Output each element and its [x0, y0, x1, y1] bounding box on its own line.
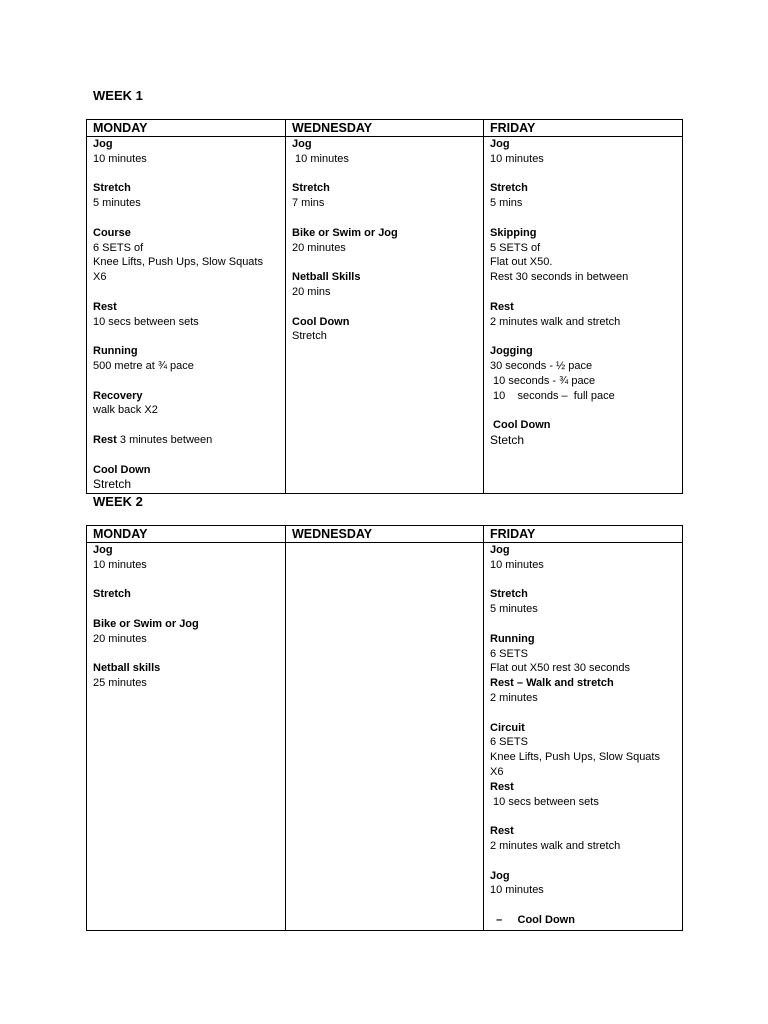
- activity-label: Jog: [292, 138, 312, 150]
- activity-detail: 10 minutes: [490, 884, 544, 897]
- activity-label: Bike or Swim or Jog: [292, 226, 398, 239]
- activity-detail: 10 minutes: [93, 558, 147, 571]
- activity-label: Stretch: [93, 182, 131, 195]
- activity-detail: 10 minutes: [490, 152, 544, 165]
- activity-detail: 6 SETS: [490, 647, 528, 660]
- week-2-monday-cell: [87, 543, 286, 931]
- activity-label: Recovery: [93, 389, 143, 402]
- blank-line: [93, 211, 279, 226]
- blank-line: [490, 403, 676, 418]
- blank-line: [93, 329, 279, 344]
- activity-detail: 7 mins: [292, 197, 325, 210]
- blank-line: [490, 809, 676, 824]
- activity-detail: 20 minutes: [292, 241, 346, 254]
- activity-detail: 10 minutes: [490, 558, 544, 571]
- activity-detail: Knee Lifts, Push Ups, Slow Squats: [93, 256, 263, 269]
- activity-detail: walk back X2: [93, 404, 158, 417]
- week-1-table: [86, 119, 683, 494]
- blank-line: [292, 211, 477, 226]
- blank-line: [490, 898, 676, 913]
- activity-detail: 25 minutes: [93, 677, 147, 690]
- week-1-title: WEEK 1: [93, 88, 143, 103]
- activity-label: Netball skills: [93, 662, 161, 675]
- blank-line: [93, 602, 279, 617]
- activity-detail: 3 minutes between: [116, 433, 213, 446]
- blank-line: [292, 255, 477, 270]
- week-1-header-friday: FRIDAY: [484, 120, 683, 137]
- blank-line: [490, 329, 676, 344]
- activity-detail: 500 metre at ¾ pace: [93, 359, 194, 372]
- schedule-line: [93, 433, 279, 448]
- activity-label: Rest: [93, 433, 117, 446]
- activity-detail: Stretch: [93, 477, 132, 492]
- activity-label: Cool Down: [490, 419, 551, 432]
- blank-line: [93, 167, 279, 182]
- activity-detail: 2 minutes walk and stretch: [490, 315, 621, 328]
- blank-line: [490, 285, 676, 300]
- week-2-friday-cell: [484, 543, 683, 931]
- activity-detail: X6: [93, 271, 107, 284]
- activity-label: Running: [93, 345, 138, 358]
- activity-detail: 10 minutes: [292, 152, 349, 165]
- blank-line: [490, 573, 676, 588]
- blank-line: [93, 285, 279, 300]
- activity-detail: 10 seconds – full pace: [490, 389, 615, 402]
- week-2-title: WEEK 2: [93, 494, 143, 509]
- activity-label: Stretch: [292, 182, 330, 195]
- activity-detail: Knee Lifts, Push Ups, Slow Squats: [490, 751, 660, 764]
- week-1-friday-cell: [484, 137, 683, 494]
- blank-line: [490, 211, 676, 226]
- blank-line: [490, 167, 676, 182]
- activity-label: Stretch: [93, 588, 131, 601]
- blank-line: [292, 300, 477, 315]
- activity-detail: Flat out X50 rest 30 seconds: [490, 662, 631, 675]
- activity-detail: 20 minutes: [93, 632, 147, 645]
- activity-label: Rest: [490, 780, 514, 793]
- activity-label: Stretch: [490, 182, 528, 195]
- activity-label: Course: [93, 226, 131, 239]
- activity-label: Bike or Swim or Jog: [93, 617, 199, 630]
- blank-line: [490, 854, 676, 869]
- week-1-header-monday: MONDAY: [87, 120, 286, 137]
- activity-label: Jog: [490, 544, 510, 556]
- activity-label: Skipping: [490, 226, 537, 239]
- activity-label: Stretch: [490, 588, 528, 601]
- activity-detail: 30 seconds - ½ pace: [490, 359, 593, 372]
- activity-label: Jog: [490, 869, 510, 882]
- activity-detail: 5 minutes: [93, 197, 141, 210]
- week-2-header-wednesday: WEDNESDAY: [286, 526, 484, 543]
- activity-detail: Rest 30 seconds in between: [490, 271, 629, 284]
- activity-label: Rest: [490, 300, 514, 313]
- activity-label: Jog: [93, 544, 113, 556]
- activity-label: Rest: [490, 825, 514, 838]
- activity-label: Netball Skills: [292, 271, 361, 284]
- blank-line: [93, 448, 279, 463]
- activity-detail: 6 SETS: [490, 736, 528, 749]
- week-1-schedule-row: [87, 137, 683, 494]
- week-2-header-monday: MONDAY: [87, 526, 286, 543]
- blank-line: [490, 617, 676, 632]
- blank-line: [93, 573, 279, 588]
- activity-detail: Stetch: [490, 432, 525, 447]
- activity-detail: 2 minutes walk and stretch: [490, 839, 621, 852]
- activity-detail: 10 secs between sets: [93, 315, 199, 328]
- week-1-monday-cell: [87, 137, 286, 494]
- week-2-wednesday-cell: [286, 543, 484, 931]
- activity-detail: 10 minutes: [93, 152, 147, 165]
- activity-detail: 6 SETS of: [93, 241, 144, 254]
- activity-detail: Flat out X50.: [490, 256, 553, 269]
- week-1-wednesday-cell: [286, 137, 484, 494]
- blank-line: [93, 418, 279, 433]
- activity-detail: 20 mins: [292, 285, 331, 298]
- activity-label: Cool Down: [292, 315, 350, 328]
- activity-label: Jog: [93, 138, 113, 150]
- week-2-header-friday: FRIDAY: [484, 526, 683, 543]
- activity-detail: 10 secs between sets: [490, 795, 599, 808]
- activity-label: Rest – Walk and stretch: [490, 677, 614, 690]
- week-2-header-row: [87, 526, 683, 543]
- activity-label: Jogging: [490, 345, 533, 358]
- activity-detail: X6: [490, 765, 504, 778]
- activity-detail: 5 mins: [490, 197, 523, 210]
- activity-label: Jog: [490, 138, 510, 150]
- activity-label: Circuit: [490, 721, 525, 734]
- blank-line: [93, 374, 279, 389]
- week-2-schedule-row: [87, 543, 683, 931]
- week-2-table: [86, 525, 683, 931]
- activity-detail: 5 SETS of: [490, 241, 541, 254]
- week-1-header-row: [87, 120, 683, 137]
- blank-line: [93, 647, 279, 662]
- activity-label: Running: [490, 632, 535, 645]
- activity-label: Rest: [93, 300, 117, 313]
- activity-label: – Cool Down: [490, 913, 575, 926]
- activity-detail: 10 seconds - ¾ pace: [490, 374, 596, 387]
- week-1-header-wednesday: WEDNESDAY: [286, 120, 484, 137]
- activity-detail: 2 minutes: [490, 691, 538, 704]
- blank-line: [490, 706, 676, 721]
- activity-detail: Stretch: [292, 330, 327, 343]
- activity-detail: 5 minutes: [490, 603, 538, 616]
- blank-line: [292, 167, 477, 182]
- activity-label: Cool Down: [93, 463, 151, 476]
